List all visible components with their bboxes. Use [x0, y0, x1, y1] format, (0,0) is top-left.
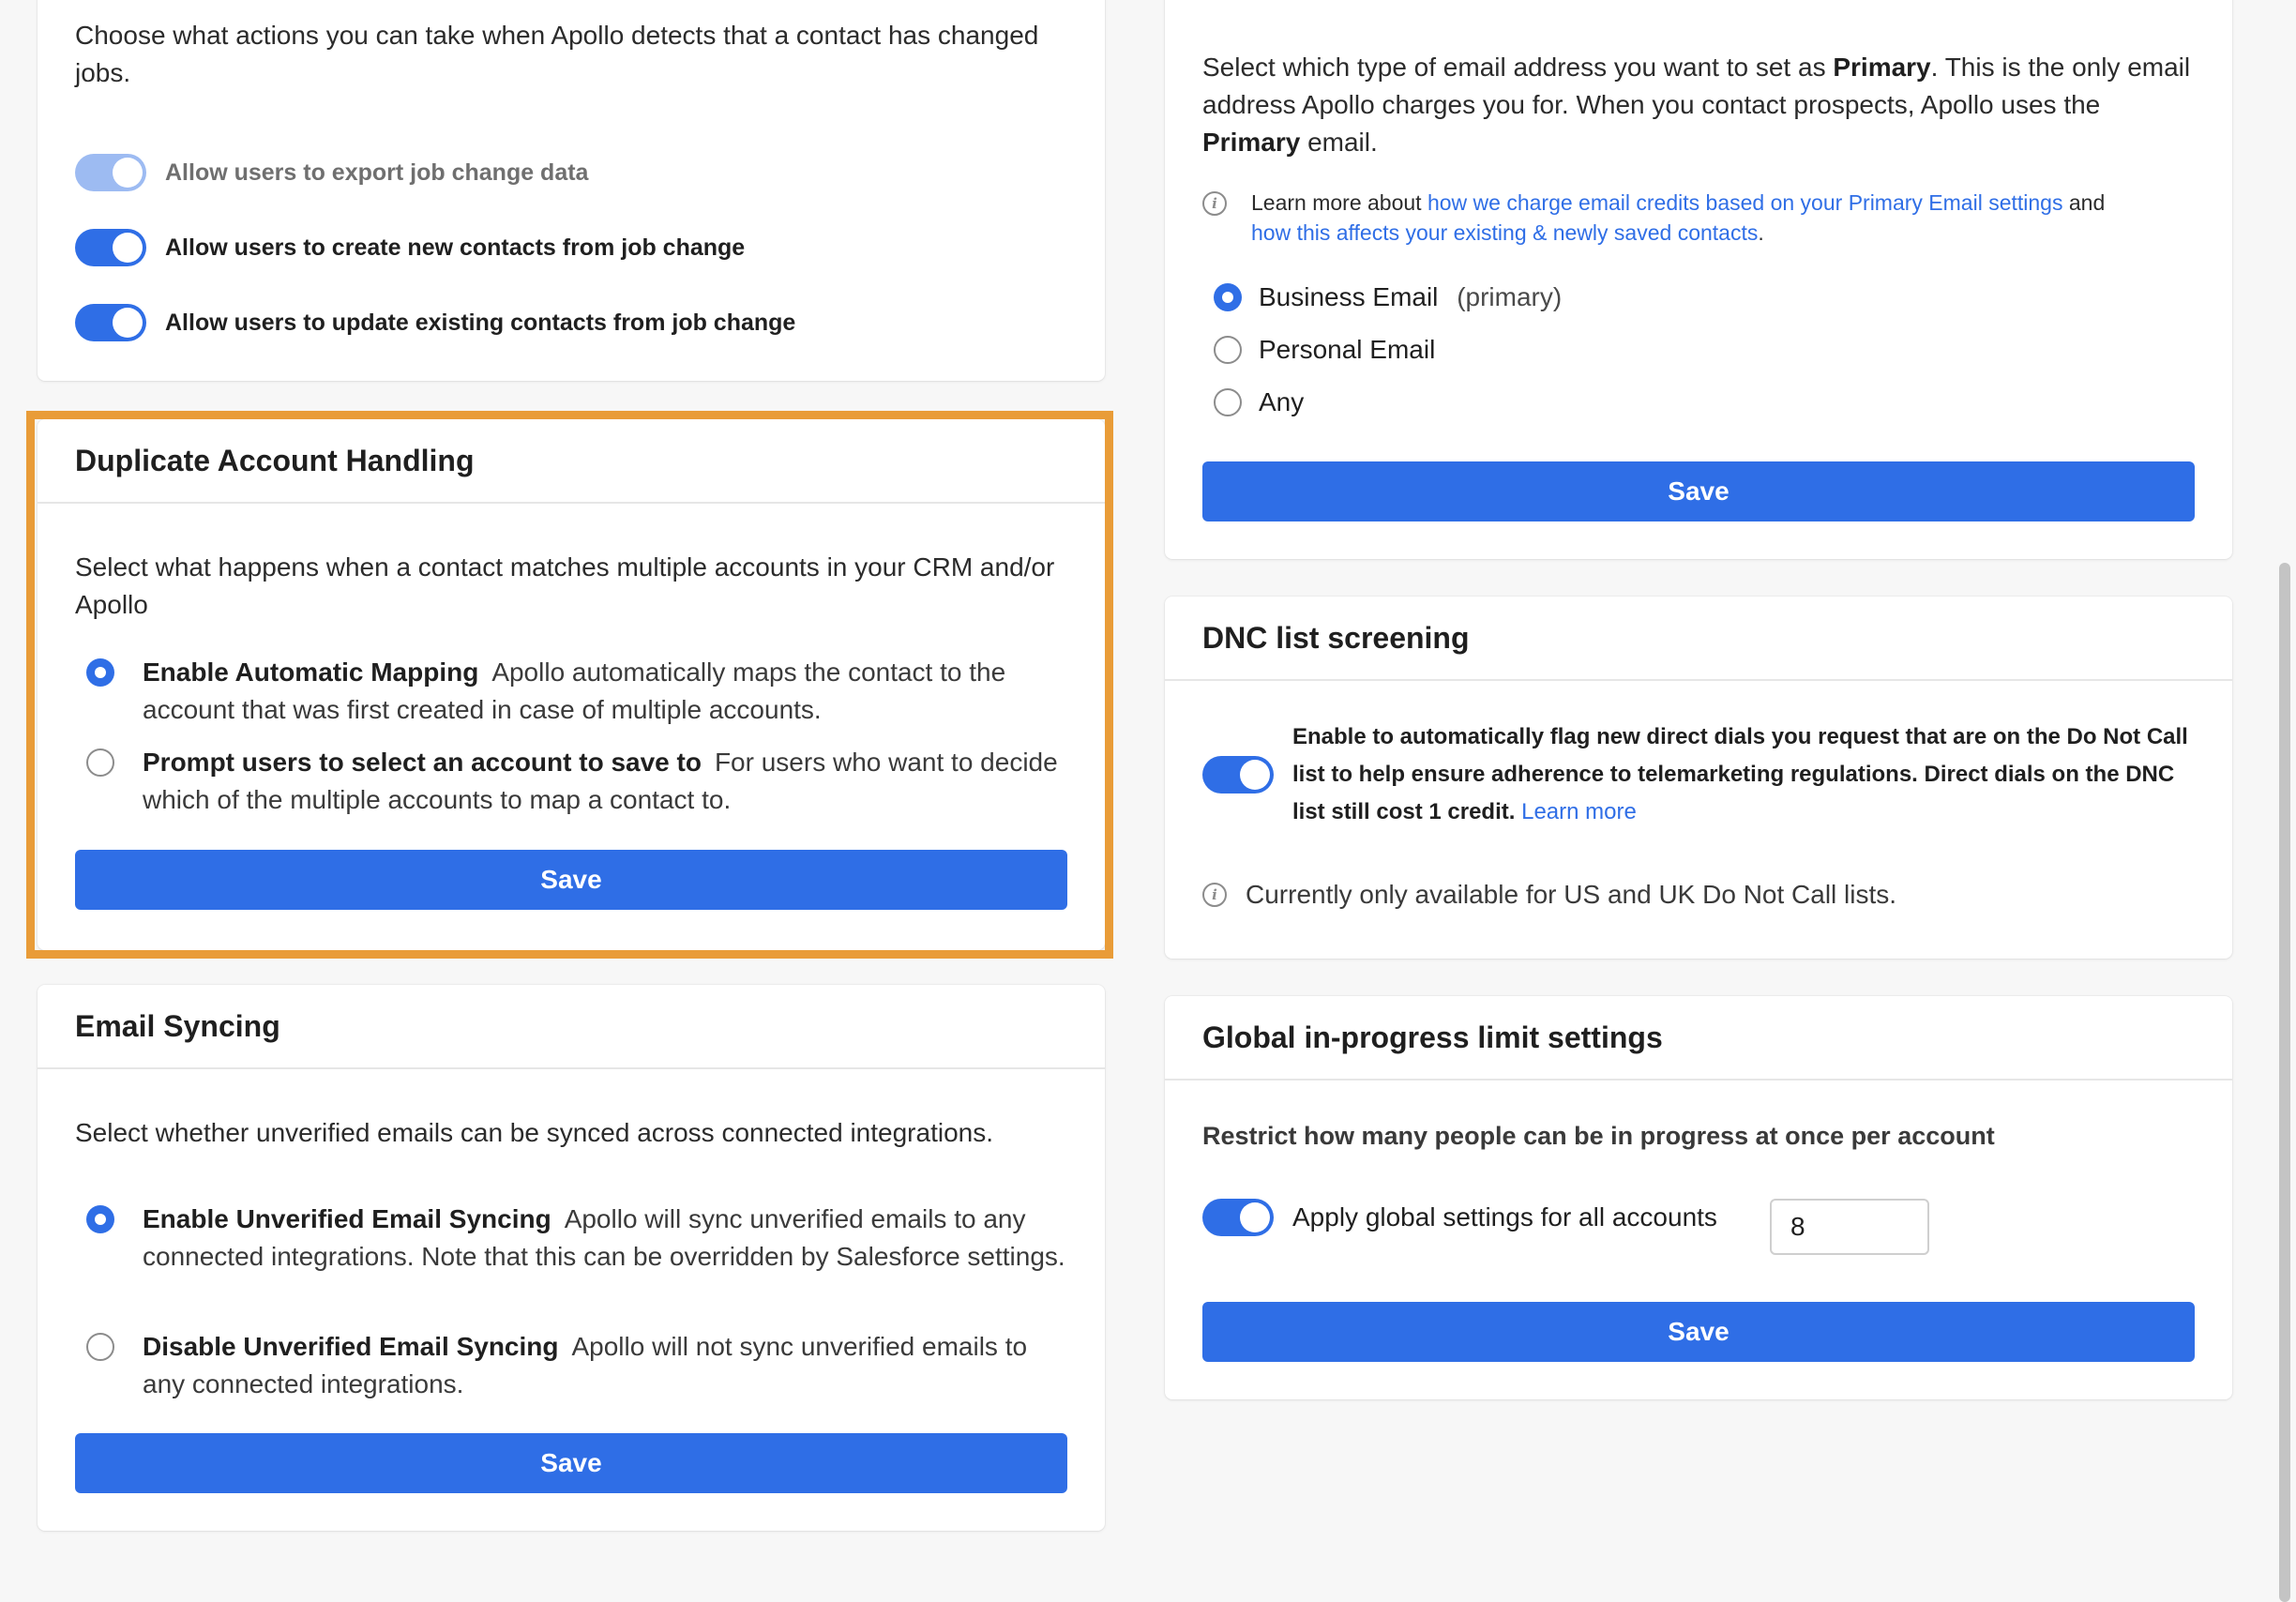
option-desc: Apollo will not sync unverified emails to any connected integrations.	[143, 1332, 1028, 1398]
option-title: Enable Automatic Mapping	[143, 657, 479, 687]
duplicate-account-save-button[interactable]: Save	[75, 850, 1067, 910]
dnc-toggle-row	[1202, 718, 2197, 831]
dnc-title: DNC list screening	[1165, 597, 2232, 681]
option-personal-email[interactable]	[1214, 336, 1435, 364]
business-email-label: Business Email	[1259, 282, 1439, 311]
global-limit-card	[1165, 996, 2232, 1399]
personal-email-label: Personal Email	[1259, 335, 1436, 364]
radio-disable-unverified-sync[interactable]	[86, 1333, 114, 1361]
dnc-info-text: Currently only available for US and UK Do Not Call lists.	[1246, 880, 1897, 909]
option-enable-unverified-sync[interactable]	[86, 1201, 1071, 1276]
primary-email-description: Select which type of email address you want to set as Primary. This is the only email address Apollo charges you for. When you contact prospects, Apollo uses the Primary email.	[1202, 53, 2191, 157]
dnc-toggle[interactable]	[1202, 756, 1274, 793]
primary-email-learn-more: i Learn more about how we charge email credits based on your Primary Email settings and how this affects your existing & newly saved contacts.	[1202, 188, 2197, 248]
update-contacts-label: Allow users to update existing contacts from job change	[165, 309, 796, 336]
option-automatic-mapping-text	[143, 654, 1071, 729]
global-limit-toggle-row	[1202, 1199, 1717, 1236]
option-prompt-users-text	[143, 744, 1071, 819]
info-icon: i	[1202, 191, 1227, 216]
global-limit-description: Restrict how many people can be in progress at once per account	[1202, 1122, 1995, 1150]
option-automatic-mapping[interactable]	[86, 654, 1071, 729]
option-desc: Apollo will sync unverified emails to any connected integrations. Note that this can be overridden by Salesforce settings.	[143, 1204, 1065, 1271]
email-credits-link[interactable]: how we charge email credits based on your Primary Email settings	[1427, 190, 2063, 215]
email-syncing-save-button[interactable]: Save	[75, 1433, 1067, 1493]
dnc-learn-more-link[interactable]: Learn more	[1521, 799, 1637, 824]
radio-enable-unverified-sync[interactable]	[86, 1205, 114, 1233]
option-enable-unverified-sync-text	[143, 1201, 1071, 1276]
toggle-row-export-job-change	[75, 154, 588, 191]
info-icon: i	[1202, 883, 1227, 907]
duplicate-account-description: Select what happens when a contact matches multiple accounts in your CRM and/or Apollo	[75, 552, 1055, 619]
option-desc: For users who want to decide which of the multiple accounts to map a contact to.	[143, 748, 1058, 814]
option-title: Enable Unverified Email Syncing	[143, 1204, 551, 1233]
duplicate-account-card	[38, 419, 1105, 950]
radio-business-email[interactable]	[1214, 283, 1242, 311]
duplicate-account-title: Duplicate Account Handling	[38, 419, 1105, 504]
toggle-row-update-contacts	[75, 304, 795, 341]
radio-any-email[interactable]	[1214, 388, 1242, 416]
option-disable-unverified-sync[interactable]	[86, 1328, 1071, 1403]
email-syncing-description: Select whether unverified emails can be synced across connected integrations.	[75, 1118, 993, 1147]
option-desc: Apollo automatically maps the contact to the account that was first created in case of multiple accounts.	[143, 657, 1006, 724]
dnc-toggle-text: Enable to automatically flag new direct dials you request that are on the Do Not Call list to help ensure adherence to telemarketing regulations. Direct dials on the DNC list still cost 1 credit. Learn more	[1292, 724, 2188, 824]
toggle-row-create-contacts	[75, 229, 745, 266]
create-contacts-toggle[interactable]	[75, 229, 146, 266]
option-title: Disable Unverified Email Syncing	[143, 1332, 559, 1361]
update-contacts-toggle[interactable]	[75, 304, 146, 341]
global-limit-title: Global in-progress limit settings	[1165, 996, 2232, 1081]
scrollbar-thumb[interactable]	[2279, 563, 2290, 1602]
radio-prompt-users[interactable]	[86, 748, 114, 777]
radio-personal-email[interactable]	[1214, 336, 1242, 364]
primary-email-card	[1165, 0, 2232, 559]
email-syncing-card	[38, 985, 1105, 1531]
option-disable-unverified-sync-text	[143, 1328, 1071, 1403]
job-change-card	[38, 0, 1105, 381]
option-title: Prompt users to select an account to save to	[143, 748, 702, 777]
global-settings-toggle[interactable]	[1202, 1199, 1274, 1236]
primary-suffix: (primary)	[1457, 282, 1563, 311]
export-job-change-toggle[interactable]	[75, 154, 146, 191]
global-limit-save-button[interactable]: Save	[1202, 1302, 2195, 1362]
option-business-email[interactable]	[1214, 283, 1562, 311]
export-job-change-label: Allow users to export job change data	[165, 159, 589, 186]
global-settings-label: Apply global settings for all accounts	[1292, 1202, 1717, 1232]
option-any-email[interactable]	[1214, 388, 1304, 416]
option-prompt-users[interactable]	[86, 744, 1071, 819]
radio-automatic-mapping[interactable]	[86, 658, 114, 687]
any-email-label: Any	[1259, 387, 1305, 416]
saved-contacts-link[interactable]: how this affects your existing & newly saved contacts	[1251, 220, 1759, 245]
primary-email-save-button[interactable]: Save	[1202, 461, 2195, 521]
global-limit-input[interactable]	[1770, 1199, 1929, 1255]
job-change-description: Choose what actions you can take when Apollo detects that a contact has changed jobs.	[75, 21, 1039, 87]
create-contacts-label: Allow users to create new contacts from job change	[165, 234, 746, 261]
dnc-card	[1165, 597, 2232, 959]
email-syncing-title: Email Syncing	[38, 985, 1105, 1069]
dnc-info-row	[1202, 880, 1896, 910]
